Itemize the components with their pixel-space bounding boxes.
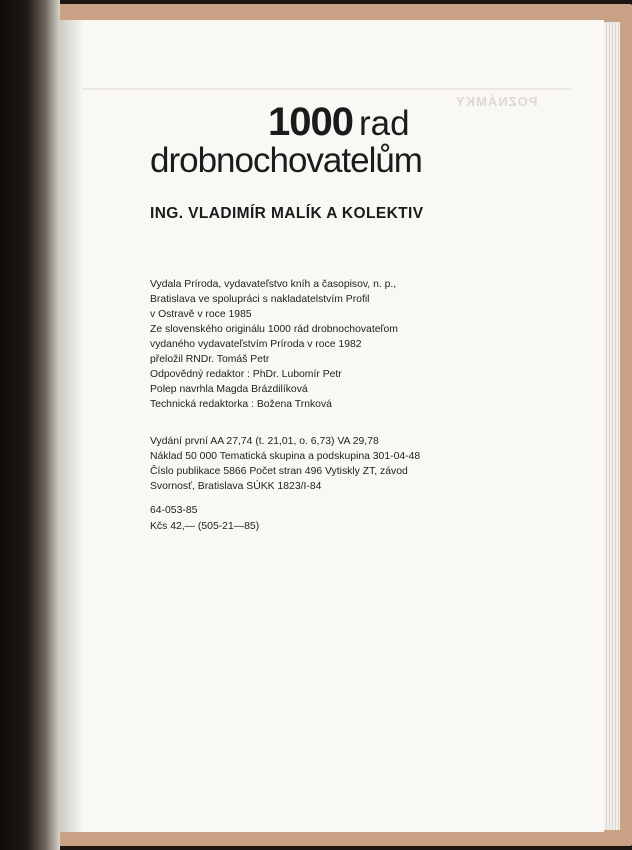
imprint-codes xyxy=(150,503,259,535)
imprint-line: v Ostravě v roce 1985 xyxy=(150,309,252,320)
imprint-line: Číslo publikace 5866 Počet stran 496 Vytiskly ZT, závod xyxy=(150,466,408,477)
book-title-line-2: drobnochovatelům xyxy=(150,141,422,180)
imprint-line: Svornosť, Bratislava SÚKK 1823/I-84 xyxy=(150,481,322,492)
imprint-line: Technická redaktorka : Božena Trnková xyxy=(150,399,332,410)
price-line: Kčs 42,— (505-21—85) xyxy=(150,521,260,532)
show-through-text: POZNÁMKY xyxy=(455,94,538,109)
title-word: rad xyxy=(358,104,410,143)
imprint-line: Vydala Príroda, vydavateľstvo kníh a časopisov, n. p., xyxy=(150,279,397,290)
show-through-rule xyxy=(82,88,572,90)
imprint-line: Polep navrhla Magda Brázdilíková xyxy=(150,384,308,395)
imprint-line: Odpovědný redaktor : PhDr. Lubomír Petr xyxy=(150,369,342,380)
imprint-line: Ze slovenského originálu 1000 rád drobnochovateľom xyxy=(150,324,398,335)
title-number: 1000 xyxy=(268,100,353,144)
book-title-line-1 xyxy=(268,100,410,145)
imprint-line: Náklad 50 000 Tematická skupina a podskupina 301-04-48 xyxy=(150,451,421,462)
imprint-edition xyxy=(150,434,420,494)
imprint-line: Vydání první AA 27,74 (t. 21,01, o. 6,73) VA 29,78 xyxy=(150,436,379,447)
catalog-code: 64-053-85 xyxy=(150,505,198,516)
imprint-line: vydaného vydavateľstvím Príroda v roce 1982 xyxy=(150,339,362,350)
imprint-publication xyxy=(150,277,398,412)
book-spine xyxy=(0,0,60,850)
imprint-line: přeložil RNDr. Tomáš Petr xyxy=(150,354,270,365)
author-line: ING. VLADIMÍR MALÍK A KOLEKTIV xyxy=(150,205,424,222)
imprint-line: Bratislava ve spolupráci s nakladatelstvím Profil xyxy=(150,294,370,305)
